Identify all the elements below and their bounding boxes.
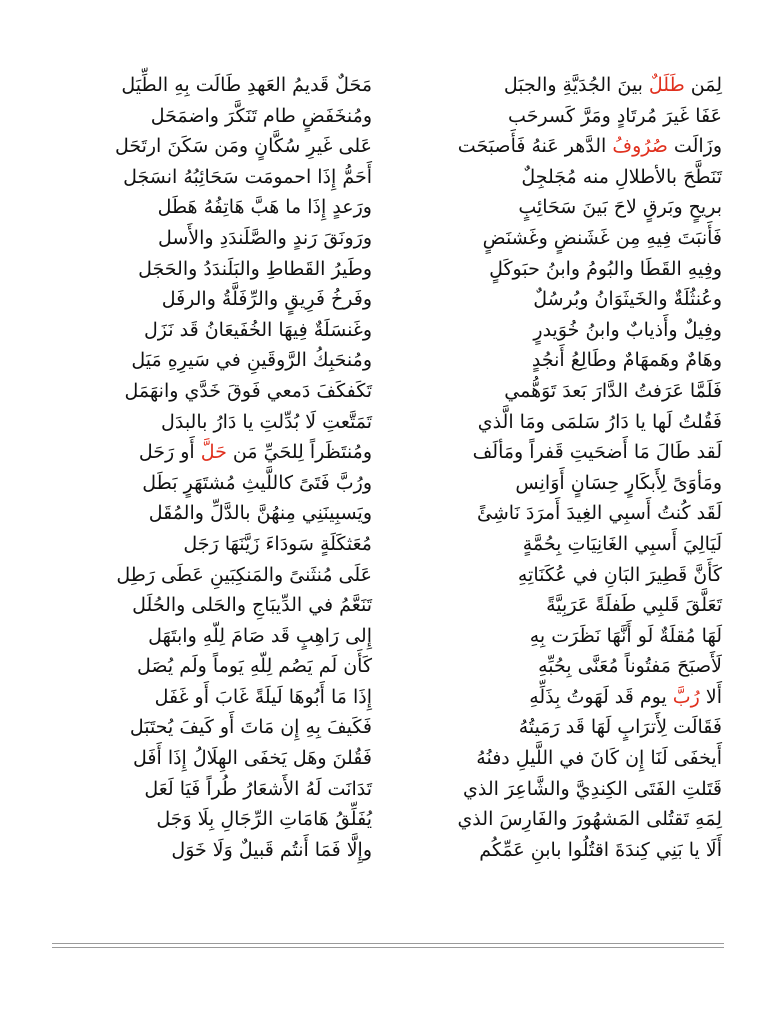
- verse-text: مَحَلٌ قَديمُ العَهدِ طَالَت بِهِ الطِّيَل: [121, 74, 372, 96]
- verse-second-hemistich: [52, 621, 372, 652]
- bottom-rule-lower: [52, 947, 724, 948]
- verse-text: قَتَلتِ الفَتَى الكِندِيَّ والشَّاعِرَ الذي: [462, 777, 722, 800]
- verse-second-hemistich: [52, 345, 372, 376]
- verse: [52, 437, 722, 468]
- poem-verses: [52, 70, 722, 865]
- verse-second-hemistich: [52, 407, 372, 438]
- verse-text: أَو رَحَل: [138, 441, 201, 464]
- verse-text: تَكَفكَفَ دَمعي فَوقَ خَدَّي وانهَمَل: [124, 379, 372, 402]
- verse-text: يُفَلِّقُ هَامَاتِ الرِّجَالِ بِلَا وَجَل: [156, 808, 372, 831]
- verse-first-hemistich: [402, 192, 722, 223]
- verse-text: وزَالَت: [667, 135, 722, 158]
- verse-text: يوم قَد لَهَوتُ بِذَلِّهِ: [529, 685, 673, 708]
- verse-text: لَهَا مُقلَةٌ لَو أَنَّهَا نَظَرَت بِهِ: [529, 624, 722, 647]
- verse: [52, 560, 722, 591]
- verse-text: ومَأوَىً لِأَبكَارٍ حِسَانٍ أَوَانِس: [515, 471, 722, 494]
- verse-text: ومُنحَبِكُ الرَّوقَينِ في سَيرِهِ مَيَل: [131, 349, 372, 372]
- verse-text: تَنَطَّحَ بالأطلالِ منه مُجَلجِلٌ: [521, 165, 722, 188]
- bottom-rule-upper: [52, 943, 724, 944]
- verse-first-hemistich: [402, 804, 722, 835]
- verse-first-hemistich: [402, 407, 722, 438]
- verse-second-hemistich: [52, 590, 372, 621]
- verse-first-hemistich: [402, 835, 722, 866]
- verse-text: وطَيرُ القَطاطِ والبَلَندَدُ والحَجَل: [138, 257, 372, 280]
- verse-text: وإِلَّا فَمَا أَنتُم قَبيلٌ وَلَا خَوَل: [171, 838, 372, 861]
- verse: [52, 223, 722, 254]
- verse-text: وهَامٌ وهَمهَامٌ وطَالِعُ أَنجُدٍ: [531, 349, 722, 372]
- verse-second-hemistich: [52, 835, 372, 866]
- verse-first-hemistich: [402, 162, 722, 193]
- verse-first-hemistich: [402, 774, 722, 805]
- verse-text: لَأَصبَحَ مَفتُوناً مُعَنَّى بِحُبِّهِ: [538, 655, 722, 678]
- verse-text: ويَسبِينَنِي مِنهُنَّ بالدَّلِّ والمُقَل: [148, 502, 372, 525]
- verse-second-hemistich: [52, 743, 372, 774]
- verse-first-hemistich: [402, 651, 722, 682]
- verse-first-hemistich: [402, 254, 722, 285]
- verse-first-hemistich: [402, 101, 722, 132]
- verse-text: تَعَلَّقَ قَلبِي طَفلَةً عَرَبِيَّةً: [546, 594, 722, 617]
- verse-text: كَأَن لَم يَصُم لِلّهِ يَوماً ولَم يُصَل: [137, 655, 372, 678]
- verse-second-hemistich: [52, 774, 372, 805]
- verse-text: وفِيلٌ وأَذيابٌ وابنُ خُوَيدرٍ: [533, 318, 722, 341]
- verse-text: لَقد طَالَ مَا أَضحَيتِ قَفراً ومَألَف: [472, 441, 722, 464]
- verse-second-hemistich: [52, 376, 372, 407]
- verse-text: لَقَد كُنتُ أَسبِي الغِيدَ أَمرَدَ نَاشِئً: [477, 502, 722, 525]
- verse-text: وعُنثُلَةٌ والخَيثَوَانُ وبُرسُلٌ: [533, 288, 722, 311]
- verse: [52, 712, 722, 743]
- verse: [52, 315, 722, 346]
- verse-text: ومُنخَفَضٍ طام تَنَكَّرَ واضمَحَل: [150, 104, 372, 127]
- verse-text: ورُبَّ فَتَىً كاللَّيثِ مُشتَهَرٍ بَطَل: [142, 471, 372, 494]
- verse: [52, 590, 722, 621]
- highlighted-word: طَلَلٌ: [648, 74, 685, 96]
- verse-first-hemistich: [402, 315, 722, 346]
- verse-first-hemistich: [402, 498, 722, 529]
- verse: [52, 254, 722, 285]
- verse-first-hemistich: [402, 621, 722, 652]
- verse-text: عَفَا غَيرَ مُرتَادٍ ومَرَّ كَسرحَب: [508, 104, 722, 127]
- verse: [52, 70, 722, 101]
- verse-text: بريحٍ وبَرقٍ لاحَ بَينَ سَحَائِبٍ: [518, 196, 722, 219]
- verse-first-hemistich: [402, 590, 722, 621]
- verse-text: تَنَعَّمُ في الدِّيبَاجِ والحَلى والحُلَل: [132, 594, 372, 617]
- verse-text: إِلى رَاهِبٍ قَد صَامَ لِلّهِ وابتَهَل: [148, 624, 372, 647]
- verse: [52, 774, 722, 805]
- verse-first-hemistich: [402, 345, 722, 376]
- verse-text: وغَنسَلَةٌ فِيهَا الخُفَيعَانُ قَد نَزَل: [143, 318, 372, 341]
- verse-text: ورَونَقَ رَندٍ والصَّلَندَدِ والأَسل: [158, 226, 372, 249]
- verse-second-hemistich: [52, 437, 372, 468]
- verse: [52, 835, 722, 866]
- verse-text: وفَرخُ فَرِيقٍ والرِّفَلَّةُ والرفَل: [161, 288, 372, 311]
- verse-second-hemistich: [52, 468, 372, 499]
- verse-first-hemistich: [402, 560, 722, 591]
- verse: [52, 407, 722, 438]
- verse-text: كَأَنَّ قَطِيرَ البَانِ في عُكَنَاتِهِ: [517, 563, 722, 586]
- verse-second-hemistich: [52, 804, 372, 835]
- verse-second-hemistich: [52, 498, 372, 529]
- verse-first-hemistich: [402, 223, 722, 254]
- verse-text: لِمَهِ تَقتُلى المَشهُورَ والفَارِسَ الذي: [457, 808, 722, 831]
- verse-second-hemistich: [52, 101, 372, 132]
- highlighted-word: صُرُوفُ: [612, 135, 668, 158]
- verse: [52, 192, 722, 223]
- verse-first-hemistich: [402, 376, 722, 407]
- verse: [52, 162, 722, 193]
- verse: [52, 345, 722, 376]
- verse: [52, 131, 722, 162]
- highlighted-word: حَلَّ: [200, 441, 227, 464]
- verse-text: أَيخفَى لَنَا إِن كَانَ في اللَّيلِ دفنُهُ: [476, 747, 722, 770]
- verse-second-hemistich: [52, 682, 372, 713]
- verse-text: فَأَنبَتَ فِيهِ مِن غَشَنضٍ وغَشنَضٍ: [482, 226, 722, 249]
- verse: [52, 621, 722, 652]
- verse-text: إِذَا مَا أَبُوهَا لَيلَةً غَابَ أَو غَفَل: [154, 685, 372, 708]
- verse-first-hemistich: [402, 437, 722, 468]
- verse-second-hemistich: [52, 284, 372, 315]
- verse-text: أَلَا يا بَنِي كِندَةَ اقتُلُوا بابنِ عَمِّكُم: [479, 838, 722, 861]
- verse: [52, 468, 722, 499]
- verse-second-hemistich: [52, 162, 372, 193]
- verse-second-hemistich: [52, 560, 372, 591]
- verse-text: لِمَن: [684, 74, 722, 96]
- verse-text: فَقُلتُ لَها يا دَارُ سَلمَى ومَا الَّذي: [477, 410, 722, 433]
- verse-text: مُعَثكَلَةٍ سَودَاءَ زَيَّنَهَا رَجَل: [183, 532, 372, 555]
- verse: [52, 651, 722, 682]
- verse-text: بينَ الجُدَيَّةِ والجبَل: [503, 74, 649, 96]
- verse-first-hemistich: [402, 529, 722, 560]
- verse-second-hemistich: [52, 223, 372, 254]
- verse-text: تَدَانَت لَهُ الأَشعَارُ طُراً فَيَا لَعَل: [144, 777, 372, 800]
- verse-first-hemistich: [402, 712, 722, 743]
- verse-text: فَكَيفَ بِهِ إِن مَاتَ أَو كَيفَ يُحتَبَل: [129, 716, 372, 739]
- verse-text: لَيَالِيَ أَسبِي الغَانِيَاتِ بِحُمَّةٍ: [522, 532, 722, 555]
- verse-first-hemistich: [402, 743, 722, 774]
- verse-second-hemistich: [52, 651, 372, 682]
- verse: [52, 284, 722, 315]
- verse-second-hemistich: [52, 70, 372, 101]
- verse-first-hemistich: [402, 682, 722, 713]
- verse-text: الدَّهر عَنهُ فَأَصبَحَت: [457, 135, 613, 158]
- verse-text: فَلَمَّا عَرَفتُ الدَّارَ بَعدَ تَوَهُّمي: [504, 379, 722, 402]
- verse-text: عَلى غَيرِ سُكَّانٍ ومَن سَكَنَ ارتَحَل: [114, 135, 372, 158]
- verse: [52, 743, 722, 774]
- verse-text: تَمَتَّعتِ لَا بُدِّلتِ يا دَارُ بالبدَل: [161, 410, 372, 433]
- verse: [52, 376, 722, 407]
- verse-second-hemistich: [52, 712, 372, 743]
- verse-text: عَلَى مُنثَنىً والمَنكِبَينِ عَطَى رَطِل: [116, 563, 372, 586]
- verse-first-hemistich: [402, 284, 722, 315]
- verse-first-hemistich: [402, 468, 722, 499]
- verse-second-hemistich: [52, 254, 372, 285]
- verse-second-hemistich: [52, 131, 372, 162]
- verse-text: أَلا: [699, 685, 722, 708]
- verse-second-hemistich: [52, 529, 372, 560]
- verse-first-hemistich: [402, 131, 722, 162]
- verse-text: فَقُلنَ وهَل يَخفَى الهِلَالُ إِذَا أَفَل: [133, 747, 372, 770]
- verse-text: أَحَمُّ إِذَا احمومَت سَحَائِبُهُ انسَجَل: [123, 165, 372, 188]
- verse: [52, 498, 722, 529]
- verse: [52, 101, 722, 132]
- verse-text: وفِيهِ القَطَا والبُومُ وابنُ حبَوكَلٍ: [489, 257, 722, 280]
- verse: [52, 682, 722, 713]
- verse-first-hemistich: [402, 70, 722, 101]
- verse-second-hemistich: [52, 192, 372, 223]
- verse-text: فَقَالَت لِأَترَابٍ لَهَا قَد رَمَيتُهُ: [518, 716, 722, 739]
- verse: [52, 804, 722, 835]
- verse: [52, 529, 722, 560]
- highlighted-word: رُبَّ: [672, 685, 700, 708]
- verse-text: ورَعدٍ إِذَا ما هَبَّ هَاتِفُهُ هَطَل: [157, 196, 372, 219]
- verse-text: ومُنتَظَراً لِلحَيِّ مَن: [226, 441, 372, 464]
- verse-second-hemistich: [52, 315, 372, 346]
